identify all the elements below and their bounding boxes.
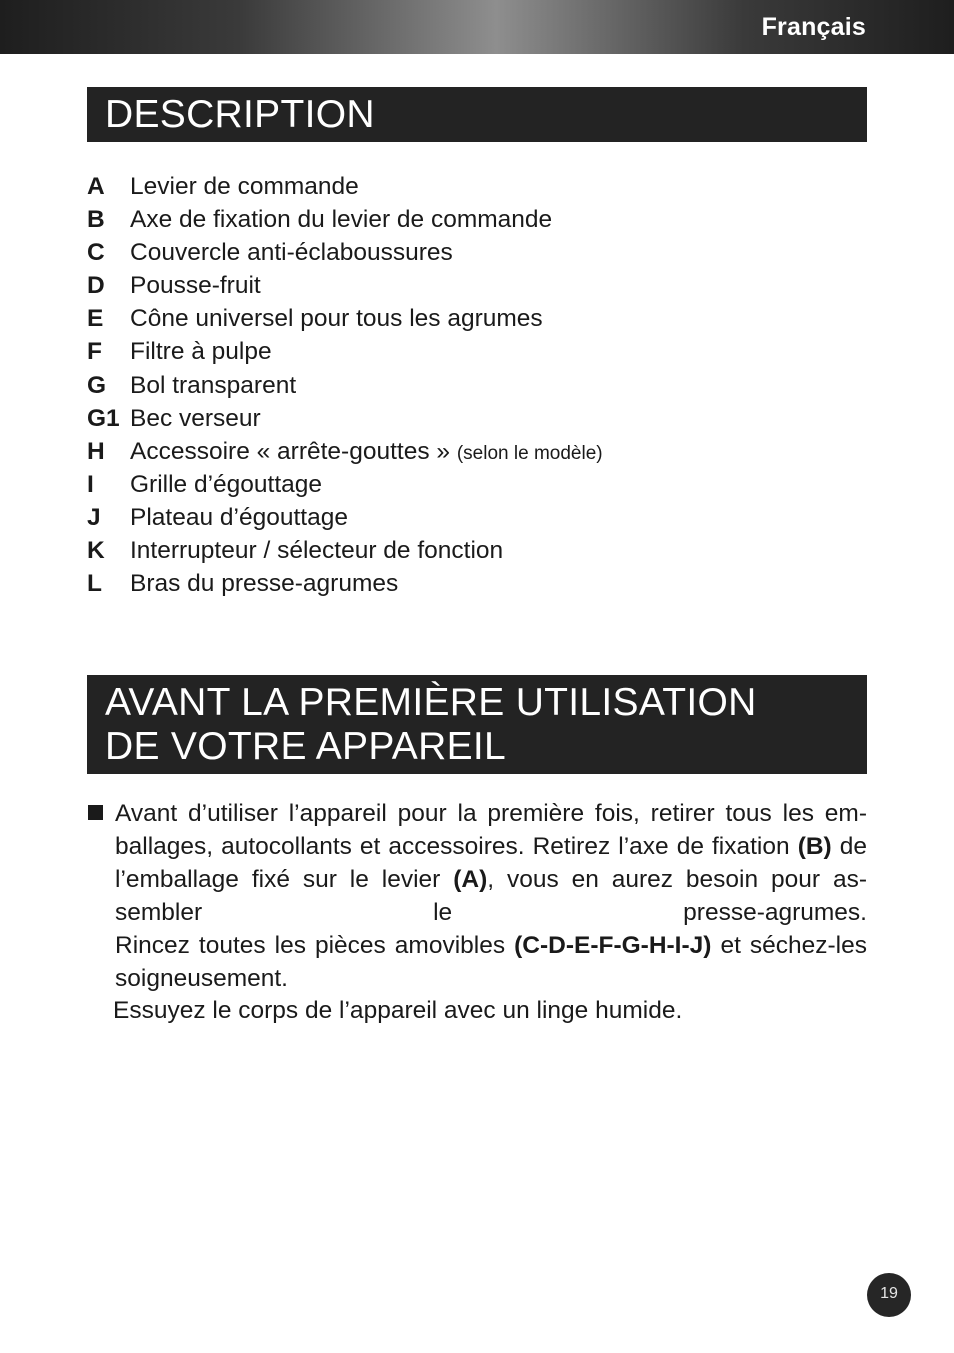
item-label: Filtre à pulpe	[130, 338, 272, 366]
part-ref: (C-D-E-F-G-H-I-J)	[514, 932, 712, 959]
item-letter: E	[87, 305, 104, 333]
item-letter: A	[87, 173, 105, 200]
item-letter: G	[87, 371, 107, 399]
description-heading	[87, 87, 867, 142]
item-letter: L	[87, 570, 102, 598]
instruction-paragraph-2	[115, 929, 867, 995]
page-number: 19	[867, 1273, 911, 1317]
part-ref: (A)	[453, 866, 488, 893]
avant-title-line1: AVANT LA PREMIÈRE UTILISATION	[105, 681, 757, 724]
list-item	[87, 302, 603, 335]
text-run: et séchez-les soigneusement.	[115, 932, 867, 992]
list-item	[87, 402, 603, 435]
item-label: Bol transparent	[130, 371, 297, 399]
avant-heading	[87, 675, 867, 774]
instruction-paragraph-1	[115, 797, 867, 929]
parts-list	[87, 170, 603, 600]
item-letter: K	[87, 537, 105, 565]
item-letter: J	[87, 503, 101, 531]
item-label: Pousse-fruit	[130, 272, 261, 300]
item-letter: I	[87, 470, 94, 498]
list-item	[87, 435, 603, 468]
text-run: , vous en aurez besoin pour as-sembler le presse-agrumes.	[115, 866, 867, 926]
item-letter: F	[87, 338, 102, 366]
list-item	[87, 369, 603, 402]
item-label: Grille d’égouttage	[130, 470, 323, 498]
list-item	[87, 534, 603, 567]
avant-title-line2: DE VOTRE APPAREIL	[105, 725, 507, 768]
item-label: Plateau d’égouttage	[130, 503, 348, 531]
list-item	[87, 236, 603, 269]
list-item	[87, 335, 603, 368]
text-run: Avant d’utiliser l’appareil pour la première fois, retirer tous les em-ballages, autocollants et accessoires. Retirez l’axe de fixation	[115, 800, 867, 860]
list-item	[87, 203, 603, 236]
text-run: de l’emballage fixé sur le levier	[115, 833, 868, 893]
item-label: Bec verseur	[130, 404, 261, 432]
item-label: Levier de commande	[130, 173, 359, 200]
item-label: Interrupteur / sélecteur de fonction	[130, 537, 504, 565]
item-letter: C	[87, 239, 105, 267]
item-label: Bras du presse-agrumes	[130, 570, 399, 598]
item-letter: D	[87, 272, 105, 300]
instruction-paragraph-3: Essuyez le corps de l’appareil avec un linge humide.	[113, 997, 683, 1024]
list-item	[87, 269, 603, 302]
item-label: Cône universel pour tous les agrumes	[130, 305, 543, 333]
top-banner	[0, 0, 954, 54]
description-title: DESCRIPTION	[105, 93, 375, 136]
item-note: (selon le modèle)	[456, 442, 603, 464]
language-label: Français	[761, 13, 866, 41]
square-bullet-icon	[88, 805, 103, 820]
item-label: Accessoire « arrête-gouttes »	[130, 437, 451, 465]
item-letter: G1	[87, 404, 120, 432]
list-item	[87, 468, 603, 501]
list-item	[87, 501, 603, 534]
text-run: Rincez toutes les pièces amovibles	[115, 932, 515, 959]
list-item	[87, 170, 603, 203]
item-label: Axe de fixation du levier de commande	[130, 206, 553, 234]
part-ref: (B)	[797, 833, 832, 860]
item-label: Couvercle anti-éclaboussures	[130, 239, 453, 267]
item-letter: B	[87, 206, 105, 234]
item-letter: H	[87, 437, 105, 465]
list-item	[87, 567, 603, 600]
